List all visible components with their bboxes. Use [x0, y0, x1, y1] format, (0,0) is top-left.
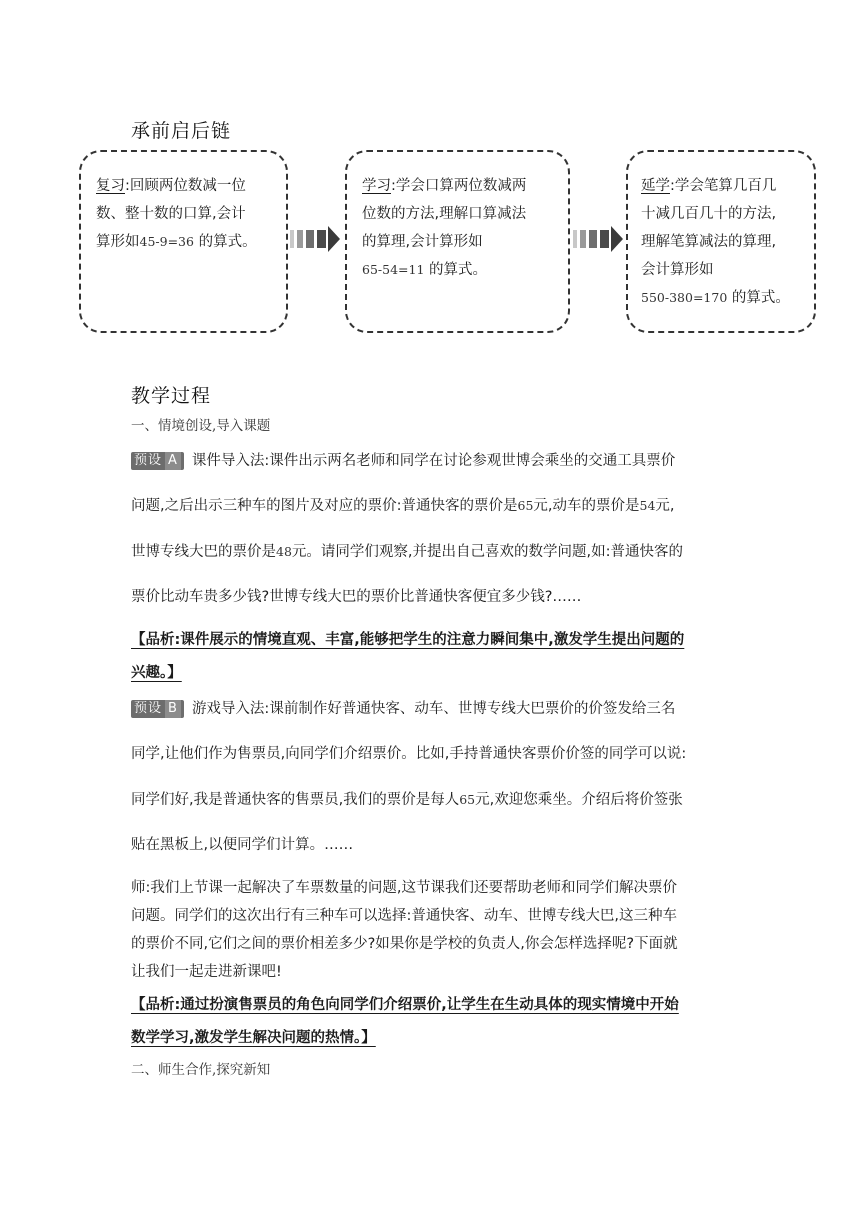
extend-formula: 550-380=170: [641, 290, 728, 305]
review-line: 算形如: [96, 234, 140, 250]
teacher-line: 问题。同学们的这次出行有三种车可以选择:普通快客、动车、世博专线大巴,这三种车: [131, 908, 677, 924]
commentary-a: 兴趣。】: [131, 665, 182, 681]
arrow-right-icon: [573, 226, 623, 252]
extend-box: 延学:学会笔算几百几 十减几百几十的方法, 理解笔算减法的算理, 会计算形如 550-380=170 的算式。: [626, 150, 816, 333]
learn-line: 的算式。: [429, 262, 488, 278]
teacher-line: 让我们一起走进新课吧!: [131, 964, 282, 980]
extend-line: 学会笔算几百几: [674, 178, 777, 194]
preset-b-line: 预设 B 游戏导入法:课前制作好普通快客、动车、世博专线大巴票价的价签发给三名: [131, 697, 675, 718]
preset-b-line: 同学,让他们作为售票员,向同学们介绍票价。比如,手持普通快客票价价签的同学可以说:: [131, 746, 687, 762]
learn-line: 的算理,会计算形如: [362, 234, 483, 250]
preset-a-line: 世博专线大巴的票价是48元。请同学们观察,并提出自己喜欢的数学问题,如:普通快客的: [131, 544, 684, 560]
preset-a-line: 票价比动车贵多少钱?世博专线大巴的票价比普通快客便宜多少钱?……: [131, 589, 582, 605]
extend-line: 十减几百几十的方法,: [641, 206, 777, 222]
preset-b-line: 同学们好,我是普通快客的售票员,我们的票价是每人65元,欢迎您乘坐。介绍后将价签张: [131, 792, 683, 808]
preset-a-badge: 预设 A: [131, 452, 184, 470]
review-line: 回顾两位数减一位: [129, 178, 246, 194]
teacher-line: 的票价不同,它们之间的票价相差多少?如果你是学校的负责人,你会怎样选择呢?下面就: [131, 936, 678, 952]
section-title-chain: 承前启后链: [131, 120, 232, 142]
preset-b-badge: 预设 B: [131, 700, 184, 718]
learn-formula: 65-54=11: [362, 262, 425, 277]
learn-line: 学会口算两位数减两: [395, 178, 527, 194]
review-tag: 复习: [96, 178, 125, 194]
learn-tag: 学习: [362, 178, 391, 194]
extend-line: 的算式。: [731, 290, 790, 306]
extend-line: 理解笔算减法的算理,: [641, 234, 777, 250]
preset-a-line: 问题,之后出示三种车的图片及对应的票价:普通快客的票价是65元,动车的票价是54元,: [131, 498, 675, 514]
review-formula: 45-9=36: [139, 234, 194, 249]
teacher-line: 师:我们上节课一起解决了车票数量的问题,这节课我们还要帮助老师和同学们解决票价: [131, 880, 677, 896]
commentary-a: 【品析:课件展示的情境直观、丰富,能够把学生的注意力瞬间集中,激发学生提出问题的: [131, 632, 685, 648]
review-line: 数、整十数的口算,会计: [96, 206, 246, 222]
arrow-right-icon: [290, 226, 340, 252]
section-title-process: 教学过程: [131, 385, 212, 407]
preset-b-line: 贴在黑板上,以便同学们计算。……: [131, 837, 354, 853]
subheading-intro: 一、情境创设,导入课题: [131, 418, 271, 434]
extend-tag: 延学: [641, 178, 670, 194]
subheading-explore: 二、师生合作,探究新知: [131, 1062, 271, 1078]
commentary-b: 数学学习,激发学生解决问题的热情。】: [131, 1030, 376, 1046]
commentary-b: 【品析:通过扮演售票员的角色向同学们介绍票价,让学生在生动具体的现实情境中开始: [131, 997, 679, 1013]
review-box: 复习:回顾两位数减一位 数、整十数的口算,会计 算形如45-9=36 的算式。: [79, 150, 288, 333]
learn-box: 学习:学会口算两位数减两 位数的方法,理解口算减法 的算理,会计算形如 65-54=11 的算式。: [345, 150, 570, 333]
preset-a-line: 预设 A 课件导入法:课件出示两名老师和同学在讨论参观世博会乘坐的交通工具票价: [131, 449, 675, 470]
learn-line: 位数的方法,理解口算减法: [362, 206, 527, 222]
review-line: 的算式。: [198, 234, 257, 250]
extend-line: 会计算形如: [641, 262, 714, 278]
